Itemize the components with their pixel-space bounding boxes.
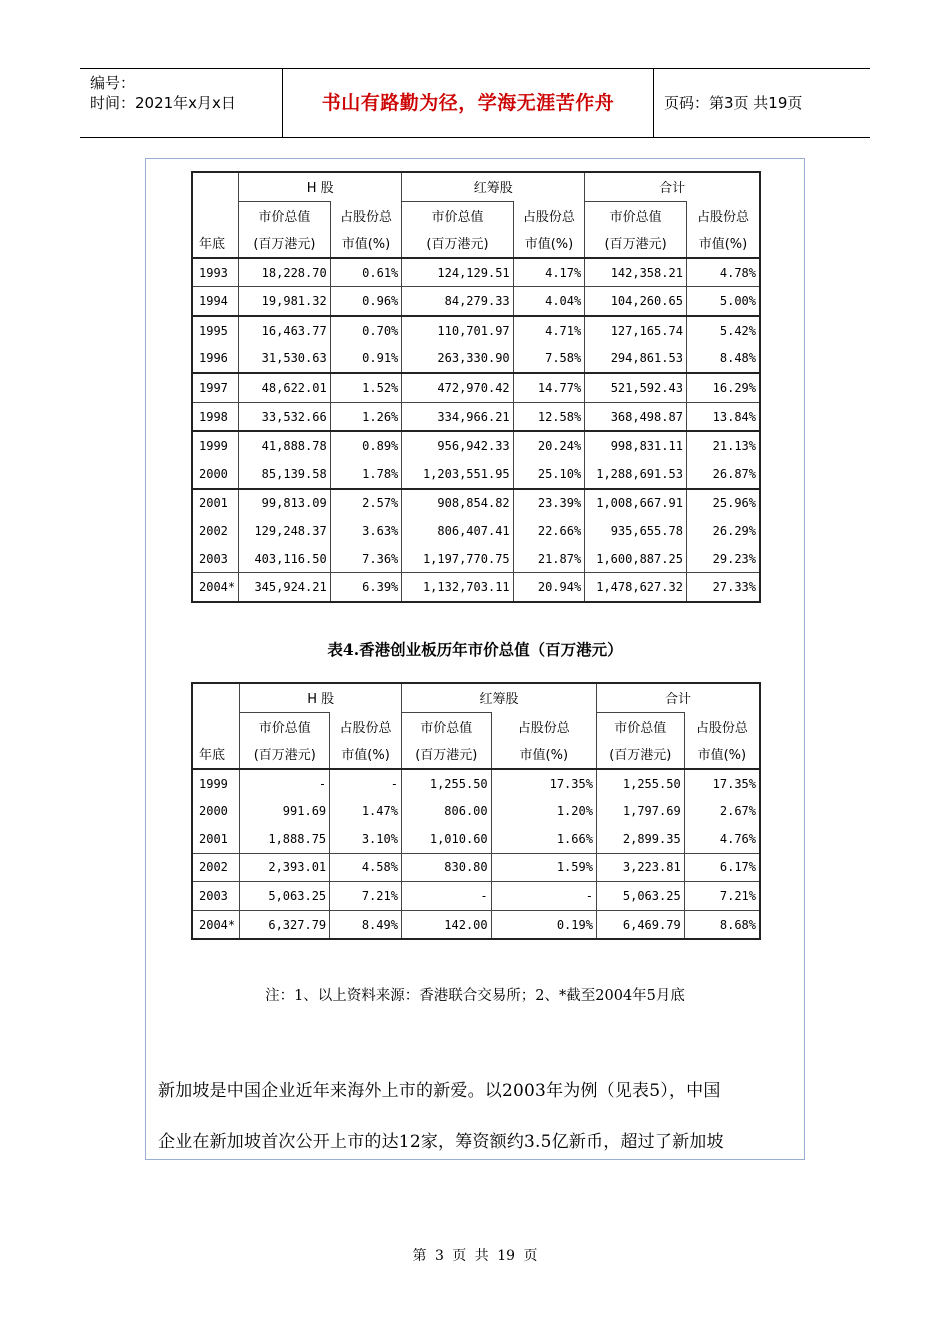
value-cell: 20.24% (513, 431, 585, 460)
group-header: 合计 (596, 683, 760, 712)
value-cell: 472,970.42 (402, 373, 513, 402)
value-cell: 1.20% (491, 797, 596, 825)
value-cell: 6.17% (684, 853, 760, 882)
source-note: 注：1、以上资料来源：香港联合交易所；2、*截至2004年5月底 (265, 988, 685, 1004)
value-cell: 3,223.81 (596, 853, 684, 882)
value-cell: 23.39% (513, 489, 585, 518)
value-cell: 1.78% (330, 460, 402, 489)
number-label: 编号： (90, 74, 136, 92)
value-cell: 1,132,703.11 (402, 573, 513, 602)
value-cell: 16,463.77 (239, 316, 331, 345)
value-cell: 84,279.33 (402, 287, 513, 316)
value-cell: 1,255.50 (401, 769, 491, 798)
page-header (80, 68, 870, 138)
value-cell: 806.00 (401, 797, 491, 825)
header-row-sub2 (192, 229, 760, 258)
header-row-groups (192, 172, 760, 201)
column-header: (百万港元) (402, 229, 513, 258)
table-row (192, 545, 760, 573)
value-cell: 5,063.25 (596, 882, 684, 911)
value-cell: 7.21% (330, 882, 402, 911)
table2-caption: 表4.香港创业板历年市价总值（百万港元） (327, 640, 623, 659)
value-cell: 25.10% (513, 460, 585, 489)
value-cell: 1,008,667.91 (585, 489, 687, 518)
year-cell: 2003 (192, 882, 240, 911)
value-cell: 16.29% (686, 373, 760, 402)
table-row (192, 517, 760, 545)
year-cell: 1995 (192, 316, 239, 345)
column-header: (百万港元) (239, 229, 331, 258)
value-cell: 1,797.69 (596, 797, 684, 825)
value-cell: 129,248.37 (239, 517, 331, 545)
column-header: 市值(%) (330, 740, 402, 769)
value-cell: 1.59% (491, 853, 596, 882)
value-cell: 4.78% (686, 258, 760, 287)
group-header: 合计 (585, 172, 760, 201)
table-row (192, 573, 760, 602)
table-row (192, 402, 760, 431)
value-cell: 48,622.01 (239, 373, 331, 402)
table-row (192, 316, 760, 345)
value-cell: 294,861.53 (585, 345, 687, 374)
value-cell: 2.67% (684, 797, 760, 825)
value-cell: 1,010.60 (401, 825, 491, 853)
value-cell: 1.52% (330, 373, 402, 402)
value-cell: 4.17% (513, 258, 585, 287)
corner-cell (192, 712, 240, 740)
value-cell: 22.66% (513, 517, 585, 545)
value-cell: 1,255.50 (596, 769, 684, 798)
value-cell: 991.69 (240, 797, 330, 825)
table-row (192, 431, 760, 460)
value-cell: 17.35% (491, 769, 596, 798)
value-cell: 127,165.74 (585, 316, 687, 345)
value-cell: 956,942.33 (402, 431, 513, 460)
value-cell: 7.58% (513, 345, 585, 374)
value-cell: 21.13% (686, 431, 760, 460)
time-label: 时间：2021年x月x日 (90, 94, 236, 112)
year-cell: 2004* (192, 910, 240, 939)
value-cell: 6.39% (330, 573, 402, 602)
table-row (192, 258, 760, 287)
header-page-info: 页码：第3页 共19页 (664, 94, 803, 112)
year-cell: 1993 (192, 258, 239, 287)
value-cell: 4.71% (513, 316, 585, 345)
value-cell: 8.48% (686, 345, 760, 374)
table-row (192, 769, 760, 798)
value-cell: 0.70% (330, 316, 402, 345)
value-cell: 33,532.66 (239, 402, 331, 431)
column-header: 市价总值 (596, 712, 684, 740)
value-cell: 18,228.70 (239, 258, 331, 287)
value-cell: 5.42% (686, 316, 760, 345)
value-cell: 7.21% (684, 882, 760, 911)
year-header: 年底 (192, 740, 240, 769)
table-row (192, 460, 760, 489)
year-cell: 2001 (192, 825, 240, 853)
year-cell: 2004* (192, 573, 239, 602)
body-paragraph-line: 企业在新加坡首次公开上市的达12家，筹资额约3.5亿新币，超过了新加坡 (158, 1132, 724, 1152)
value-cell: - (491, 882, 596, 911)
corner-cell (192, 172, 239, 201)
value-cell: 7.36% (330, 545, 402, 573)
header-row-groups (192, 683, 760, 712)
value-cell: 4.58% (330, 853, 402, 882)
value-cell: 41,888.78 (239, 431, 331, 460)
year-cell: 1999 (192, 431, 239, 460)
year-header: 年底 (192, 229, 239, 258)
column-header: (百万港元) (240, 740, 330, 769)
value-cell: 3.63% (330, 517, 402, 545)
year-cell: 2002 (192, 853, 240, 882)
value-cell: 110,701.97 (402, 316, 513, 345)
column-header: 市值(%) (330, 229, 402, 258)
column-header: 占股份总 (330, 712, 402, 740)
year-cell: 1998 (192, 402, 239, 431)
value-cell: 13.84% (686, 402, 760, 431)
group-header: 红筹股 (402, 172, 585, 201)
value-cell: 830.80 (401, 853, 491, 882)
value-cell: 368,498.87 (585, 402, 687, 431)
table-row (192, 373, 760, 402)
group-header: H 股 (239, 172, 402, 201)
value-cell: 0.96% (330, 287, 402, 316)
column-header: 占股份总 (513, 201, 585, 229)
column-header: 市价总值 (585, 201, 687, 229)
column-header: 市价总值 (401, 712, 491, 740)
value-cell: 1,600,887.25 (585, 545, 687, 573)
column-header: 占股份总 (491, 712, 596, 740)
value-cell: 6,469.79 (596, 910, 684, 939)
value-cell: 1,478,627.32 (585, 573, 687, 602)
value-cell: 334,966.21 (402, 402, 513, 431)
table-row (192, 910, 760, 939)
year-cell: 1994 (192, 287, 239, 316)
year-cell: 2000 (192, 797, 240, 825)
value-cell: 29.23% (686, 545, 760, 573)
value-cell: 403,116.50 (239, 545, 331, 573)
value-cell: 25.96% (686, 489, 760, 518)
year-cell: 1997 (192, 373, 239, 402)
table-row (192, 345, 760, 374)
value-cell: 345,924.21 (239, 573, 331, 602)
table-row (192, 853, 760, 882)
value-cell: 806,407.41 (402, 517, 513, 545)
value-cell: 0.89% (330, 431, 402, 460)
value-cell: 4.04% (513, 287, 585, 316)
value-cell: 31,530.63 (239, 345, 331, 374)
value-cell: 3.10% (330, 825, 402, 853)
value-cell: 935,655.78 (585, 517, 687, 545)
table-row (192, 882, 760, 911)
value-cell: 99,813.09 (239, 489, 331, 518)
value-cell: 1,888.75 (240, 825, 330, 853)
column-header: 市价总值 (239, 201, 331, 229)
header-meta (80, 69, 283, 137)
value-cell: - (240, 769, 330, 798)
value-cell: 14.77% (513, 373, 585, 402)
year-cell: 2002 (192, 517, 239, 545)
value-cell: 12.58% (513, 402, 585, 431)
year-cell: 1996 (192, 345, 239, 374)
column-header: (百万港元) (401, 740, 491, 769)
value-cell: 6,327.79 (240, 910, 330, 939)
group-header: 红筹股 (401, 683, 596, 712)
corner-cell (192, 683, 240, 712)
value-cell: - (330, 769, 402, 798)
value-cell: 142,358.21 (585, 258, 687, 287)
value-cell: 104,260.65 (585, 287, 687, 316)
column-header: (百万港元) (585, 229, 687, 258)
value-cell: 5,063.25 (240, 882, 330, 911)
column-header: 市价总值 (402, 201, 513, 229)
table-row (192, 287, 760, 316)
value-cell: 85,139.58 (239, 460, 331, 489)
year-cell: 2001 (192, 489, 239, 518)
gem-board-table (191, 682, 761, 940)
column-header: 占股份总 (686, 201, 760, 229)
header-row-sub2 (192, 740, 760, 769)
value-cell: 17.35% (684, 769, 760, 798)
value-cell: 124,129.51 (402, 258, 513, 287)
value-cell: 19,981.32 (239, 287, 331, 316)
value-cell: 521,592.43 (585, 373, 687, 402)
value-cell: 998,831.11 (585, 431, 687, 460)
header-row-sub1 (192, 201, 760, 229)
body-paragraph-line: 新加坡是中国企业近年来海外上市的新爱。以2003年为例（见表5），中国 (158, 1081, 721, 1101)
column-header: 市价总值 (240, 712, 330, 740)
column-header: 市值(%) (684, 740, 760, 769)
value-cell: 263,330.90 (402, 345, 513, 374)
value-cell: 2,899.35 (596, 825, 684, 853)
year-cell: 2000 (192, 460, 239, 489)
value-cell: 1.26% (330, 402, 402, 431)
value-cell: 1.47% (330, 797, 402, 825)
value-cell: 0.19% (491, 910, 596, 939)
column-header: 市值(%) (686, 229, 760, 258)
value-cell: 21.87% (513, 545, 585, 573)
value-cell: 2,393.01 (240, 853, 330, 882)
header-row-sub1 (192, 712, 760, 740)
column-header: 市值(%) (513, 229, 585, 258)
value-cell: 2.57% (330, 489, 402, 518)
header-motto: 书山有路勤为径，学海无涯苦作舟 (283, 69, 654, 137)
value-cell: 26.87% (686, 460, 760, 489)
value-cell: 908,854.82 (402, 489, 513, 518)
value-cell: 142.00 (401, 910, 491, 939)
corner-cell (192, 201, 239, 229)
main-board-table (191, 171, 761, 603)
value-cell: 8.68% (684, 910, 760, 939)
value-cell: 26.29% (686, 517, 760, 545)
value-cell: 0.91% (330, 345, 402, 374)
year-cell: 2003 (192, 545, 239, 573)
value-cell: 20.94% (513, 573, 585, 602)
value-cell: 1,197,770.75 (402, 545, 513, 573)
group-header: H 股 (240, 683, 401, 712)
table-row (192, 489, 760, 518)
value-cell: 1.66% (491, 825, 596, 853)
value-cell: - (401, 882, 491, 911)
value-cell: 4.76% (684, 825, 760, 853)
value-cell: 8.49% (330, 910, 402, 939)
column-header: 市值(%) (491, 740, 596, 769)
year-cell: 1999 (192, 769, 240, 798)
column-header: (百万港元) (596, 740, 684, 769)
table-row (192, 797, 760, 825)
column-header: 占股份总 (684, 712, 760, 740)
table-row (192, 825, 760, 853)
value-cell: 5.00% (686, 287, 760, 316)
value-cell: 1,203,551.95 (402, 460, 513, 489)
value-cell: 1,288,691.53 (585, 460, 687, 489)
value-cell: 0.61% (330, 258, 402, 287)
value-cell: 27.33% (686, 573, 760, 602)
column-header: 占股份总 (330, 201, 402, 229)
page-footer: 第 3 页 共 19 页 (412, 1248, 538, 1264)
